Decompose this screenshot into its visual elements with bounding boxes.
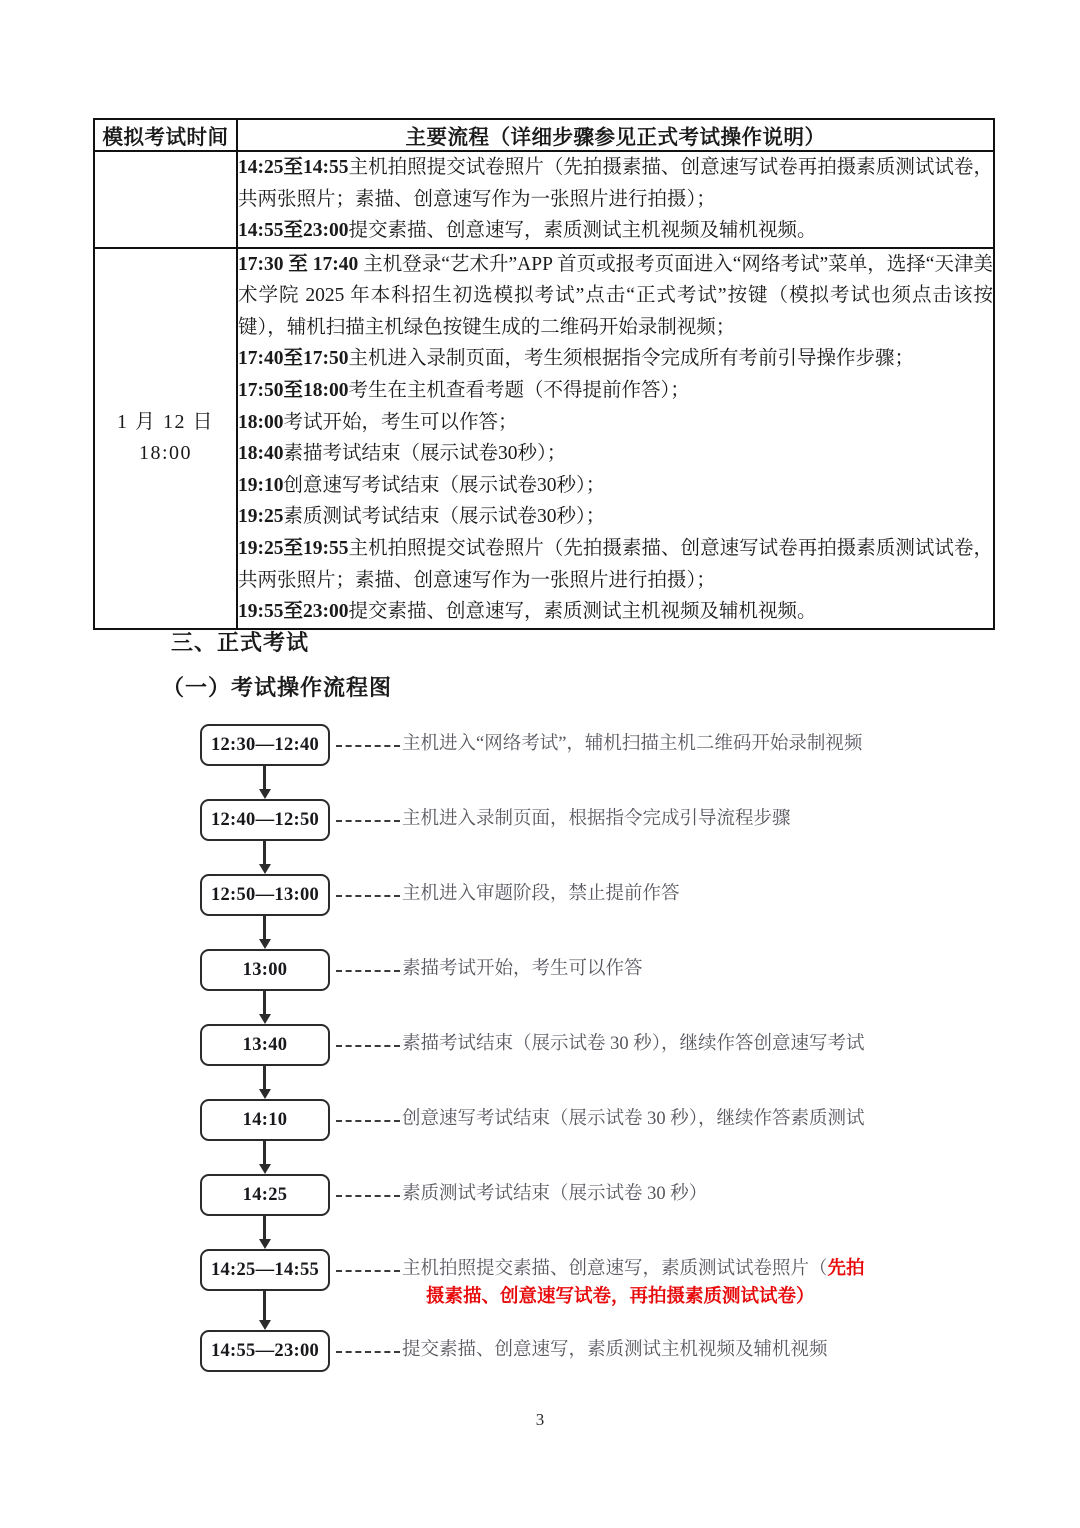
flowchart-step-label	[402, 731, 862, 759]
process-step	[238, 215, 993, 247]
exam-schedule-table	[93, 118, 995, 630]
flowchart-dashed-connector	[336, 745, 400, 747]
process-step-text: 主机登录“艺术升”APP 首页或报考页面进入“网络考试”菜单，选择“天津美术学院 2025 年本科招生初选模拟考试”点击“正式考试”按键（模拟考试也须点击该按键），辅机扫描主机绿色按键生成的二维码开始录制视频；	[238, 253, 993, 338]
flowchart-arrow-stem	[263, 1291, 266, 1321]
flowchart-step	[0, 949, 1080, 993]
flowchart-arrow	[263, 841, 267, 874]
flowchart-arrow-head	[259, 1320, 271, 1330]
flowchart-step-label-text: 主机进入“网络考试”，辅机扫描主机二维码开始录制视频	[402, 734, 863, 754]
flowchart-arrow-head	[259, 1164, 271, 1174]
flowchart-dashed-connector	[336, 970, 400, 972]
flowchart-step-label-text: 素描考试开始，考生可以作答	[402, 959, 643, 979]
flowchart-arrow	[263, 991, 267, 1024]
flowchart-time-box: 14:25	[200, 1174, 330, 1216]
flowchart-dashed-connector	[336, 895, 400, 897]
flowchart-time-box: 12:50—13:00	[200, 874, 330, 916]
process-step-time: 14:25至14:55	[238, 157, 349, 178]
process-step	[238, 501, 993, 533]
process-step-text: 提交素描、创意速写，素质测试主机视频及辅机视频。	[348, 601, 817, 623]
process-step-text: 主机拍照提交试卷照片（先拍摄素描、创意速写试卷再拍摄素质测试试卷，共两张照片；素描、创意速写作为一张照片进行拍摄）；	[238, 537, 993, 591]
flowchart-time-box: 13:40	[200, 1024, 330, 1066]
flowchart-step	[0, 874, 1080, 918]
flowchart-time-box: 12:40—12:50	[200, 799, 330, 841]
flowchart-arrow-stem	[263, 916, 266, 940]
flowchart-arrow	[263, 1066, 267, 1099]
exam-date-cell	[94, 151, 237, 248]
process-step-time: 19:25至19:55	[238, 537, 349, 559]
flowchart-step-label	[402, 1181, 707, 1209]
process-step-time: 18:00	[238, 411, 284, 433]
process-step-text: 创意速写考试结束（展示试卷30秒）；	[283, 474, 606, 496]
flowchart-dashed-connector	[336, 820, 400, 822]
flowchart-step-label-highlight: 先拍	[827, 1259, 865, 1279]
section-heading: 三、正式考试	[171, 630, 310, 655]
flowchart-arrow-head	[259, 789, 271, 799]
flowchart-dashed-connector	[336, 1120, 400, 1122]
flowchart-dashed-connector	[336, 1270, 400, 1272]
process-step-time: 19:10	[238, 474, 284, 496]
flowchart-step-label-highlight-line2: 摄素描、创意速写试卷，再拍摄素质测试试卷）	[426, 1286, 815, 1307]
flowchart-step-label-text: 创意速写考试结束（展示试卷 30 秒），继续作答素质测试	[402, 1109, 865, 1129]
flowchart-step-label-text: 主机进入录制页面，根据指令完成引导流程步骤	[402, 809, 791, 829]
flowchart-time-box: 14:55—23:00	[200, 1330, 330, 1372]
flowchart-dashed-connector	[336, 1195, 400, 1197]
process-step-text: 主机进入录制页面，考生须根据指令完成所有考前引导操作步骤；	[348, 348, 915, 370]
process-step-time: 19:55至23:00	[238, 601, 349, 623]
process-step-text: 素质测试考试结束（展示试卷30秒）；	[283, 506, 606, 528]
flowchart-step	[0, 799, 1080, 843]
flowchart-step-label-text: 提交素描、创意速写，素质测试主机视频及辅机视频	[402, 1340, 828, 1360]
flowchart-dashed-connector	[336, 1351, 400, 1353]
flowchart-step	[0, 1330, 1080, 1374]
process-step	[238, 470, 993, 502]
flowchart-time-box: 14:25—14:55	[200, 1249, 330, 1291]
flowchart-step-label	[402, 956, 643, 984]
process-step-time: 14:55至23:00	[238, 220, 349, 242]
process-step-text: 考试开始，考生可以作答；	[283, 411, 518, 433]
flowchart-arrow-head	[259, 1014, 271, 1024]
flowchart-arrow-stem	[263, 991, 266, 1015]
flowchart-step	[0, 724, 1080, 768]
flowchart-step-label-text: 主机拍照提交素描、创意速写，素质测试试卷照片（	[402, 1259, 828, 1279]
flowchart-arrow-head	[259, 1239, 271, 1249]
exam-process-cell	[237, 248, 994, 629]
process-step	[238, 407, 993, 439]
flowchart-step	[0, 1099, 1080, 1143]
table-row	[94, 248, 994, 629]
flowchart-step	[0, 1249, 1080, 1307]
process-step	[238, 152, 993, 215]
table-header-row	[94, 119, 994, 151]
flowchart-step-label	[402, 1337, 828, 1365]
exam-process-flowchart	[0, 712, 1080, 1372]
flowchart-time-box: 13:00	[200, 949, 330, 991]
flowchart-arrow	[263, 1141, 267, 1174]
flowchart-step-label	[402, 1106, 865, 1134]
flowchart-step-label	[402, 806, 791, 834]
flowchart-arrow	[263, 766, 267, 799]
process-step	[238, 438, 993, 470]
exam-date-line: 1 月 12 日	[117, 411, 214, 434]
flowchart-step-label	[402, 1256, 865, 1312]
process-step-time: 17:30 至 17:40	[238, 253, 364, 275]
process-step-text: 提交素描、创意速写，素质测试主机视频及辅机视频。	[348, 220, 817, 242]
flowchart-step-label	[402, 881, 680, 909]
process-step-text: 素描考试结束（展示试卷30秒）；	[283, 443, 567, 465]
flowchart-step-label-text: 主机进入审题阶段，禁止提前作答	[402, 884, 680, 904]
process-step-text: 考生在主机查看考题（不得提前作答）；	[348, 380, 690, 402]
flowchart-time-box: 12:30—12:40	[200, 724, 330, 766]
flowchart-arrow-head	[259, 864, 271, 874]
flowchart-step	[0, 1024, 1080, 1068]
flowchart-arrow	[263, 916, 267, 949]
exam-date-cell	[94, 248, 237, 629]
exam-process-cell	[237, 151, 994, 248]
process-step	[238, 375, 993, 407]
page-number: 3	[535, 1410, 545, 1429]
flowchart-arrow	[263, 1216, 267, 1249]
flowchart-arrow-stem	[263, 1066, 266, 1090]
flowchart-time-box: 14:10	[200, 1099, 330, 1141]
table-row	[94, 151, 994, 248]
flowchart-arrow	[263, 1291, 267, 1330]
flowchart-arrow-stem	[263, 1141, 266, 1165]
process-step	[238, 249, 993, 344]
process-step	[238, 343, 993, 375]
process-step-time: 17:50至18:00	[238, 380, 349, 402]
flowchart-step-label-text: 素描考试结束（展示试卷 30 秒），继续作答创意速写考试	[402, 1034, 865, 1054]
table-body	[94, 151, 994, 629]
process-step-text: 主机拍照提交试卷照片（先拍摄素描、创意速写试卷再拍摄素质测试试卷，共两张照片；素描、创意速写作为一张照片进行拍摄）；	[238, 157, 993, 210]
flowchart-arrow-stem	[263, 766, 266, 790]
flowchart-step	[0, 1174, 1080, 1218]
process-step-time: 18:40	[238, 443, 284, 465]
flowchart-arrow-head	[259, 939, 271, 949]
flowchart-arrow-head	[259, 1089, 271, 1099]
flowchart-step-label	[402, 1031, 865, 1059]
process-step-time: 17:40至17:50	[238, 348, 349, 370]
process-step	[238, 596, 993, 628]
column-header-process: 主要流程（详细步骤参见正式考试操作说明）	[237, 119, 994, 151]
process-step	[238, 533, 993, 596]
flowchart-arrow-stem	[263, 1216, 266, 1240]
flowchart-arrow-stem	[263, 841, 266, 865]
column-header-time: 模拟考试时间	[94, 119, 237, 151]
process-step-time: 19:25	[238, 506, 284, 528]
flowchart-step-label-text: 素质测试考试结束（展示试卷 30 秒）	[402, 1184, 708, 1204]
exam-time-line: 18:00	[138, 442, 193, 465]
subsection-heading: （一）考试操作流程图	[162, 675, 393, 700]
flowchart-dashed-connector	[336, 1045, 400, 1047]
